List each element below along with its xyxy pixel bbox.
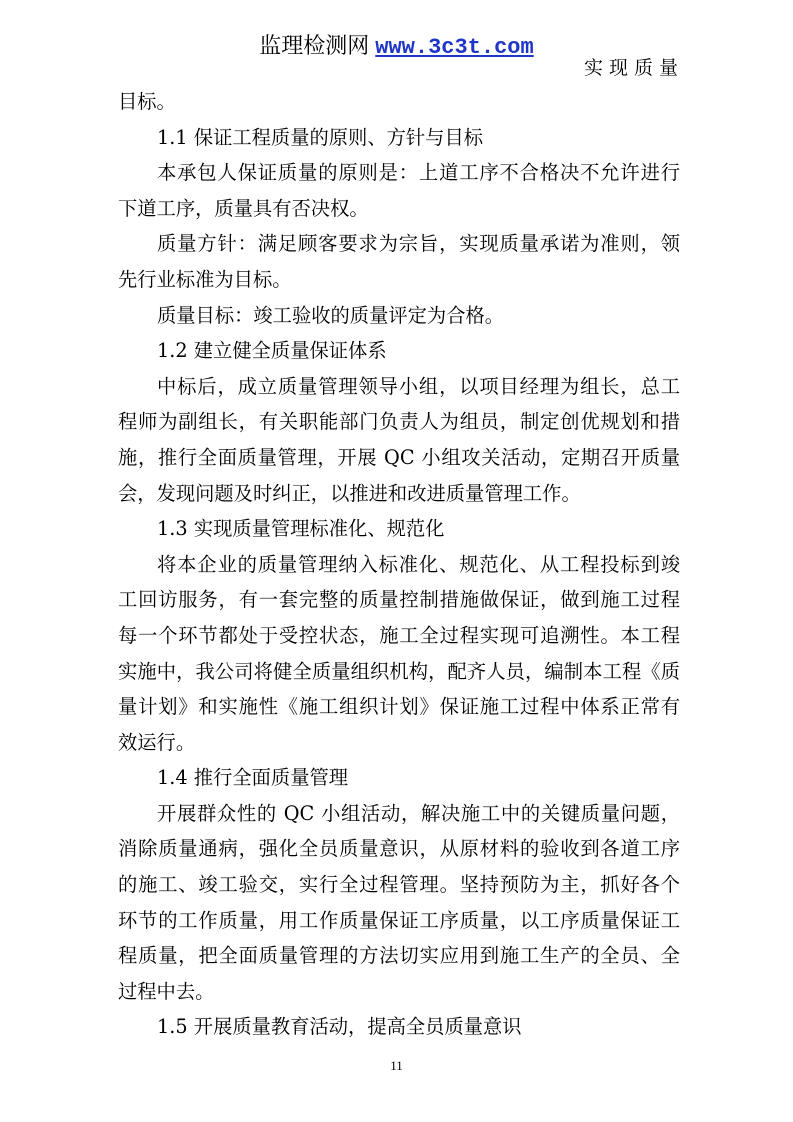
body-line: 效运行。 bbox=[118, 730, 196, 754]
section-heading: 1.5 开展质量教育活动，提高全员质量意识 bbox=[157, 1015, 522, 1039]
body-text bbox=[118, 84, 680, 1045]
body-line: 中标后，成立质量管理领导小组，以项目经理为组长，总工 bbox=[157, 374, 680, 398]
body-line: 先行业标准为目标。 bbox=[118, 267, 292, 291]
body-line: 本承包人保证质量的原则是：上道工序不合格决不允许进行 bbox=[157, 161, 680, 185]
section-heading: 1.1 保证工程质量的原则、方针与目标 bbox=[157, 125, 484, 149]
body-line: 下道工序，质量具有否决权。 bbox=[118, 196, 369, 220]
body-line: 的施工、竣工验交，实行全过程管理。坚持预防为主，抓好各个 bbox=[118, 873, 680, 897]
body-line: 程质量，把全面质量管理的方法切实应用到施工生产的全员、全 bbox=[118, 944, 680, 968]
body-line: 工回访服务，有一套完整的质量控制措施做保证，做到施工过程 bbox=[118, 588, 680, 612]
body-line: 目标。 bbox=[118, 90, 176, 113]
section-heading: 1.4 推行全面质量管理 bbox=[157, 766, 349, 790]
body-line: 过程中去。 bbox=[118, 979, 215, 1003]
body-line: 实施中，我公司将健全质量组织机构，配齐人员，编制本工程《质 bbox=[118, 659, 680, 683]
body-line: 会，发现问题及时纠正，以推进和改进质量管理工作。 bbox=[118, 481, 581, 505]
site-name: 监理检测网 bbox=[259, 34, 370, 59]
body-line: 量计划》和实施性《施工组织计划》保证施工过程中体系正常有 bbox=[118, 695, 680, 719]
body-line: 消除质量通病，强化全员质量意识，从原材料的验收到各道工序 bbox=[118, 837, 680, 861]
body-line: 环节的工作质量，用工作质量保证工序质量，以工序质量保证工 bbox=[118, 908, 680, 932]
body-line: 开展群众性的 QC 小组活动，解决施工中的关键质量问题， bbox=[157, 801, 680, 825]
body-line: 施，推行全面质量管理，开展 QC 小组攻关活动，定期召开质量 bbox=[118, 445, 680, 469]
body-line: 质量方针：满足顾客要求为宗旨，实现质量承诺为准则，领 bbox=[157, 232, 680, 256]
site-url-link[interactable]: www.3c3t.com bbox=[375, 35, 534, 60]
body-line: 质量目标：竣工验收的质量评定为合格。 bbox=[157, 303, 505, 327]
body-line: 每一个环节都处于受控状态，施工全过程实现可追溯性。本工程 bbox=[118, 623, 680, 647]
body-line: 将本企业的质量管理纳入标准化、规范化、从工程投标到竣 bbox=[157, 552, 680, 576]
section-heading: 1.2 建立健全质量保证体系 bbox=[157, 339, 387, 363]
body-line: 程师为副组长，有关职能部门负责人为组员，制定创优规划和措 bbox=[118, 410, 680, 434]
page-number: 11 bbox=[390, 1058, 403, 1073]
running-title: 实现质量 bbox=[584, 57, 685, 79]
section-heading: 1.3 实现质量管理标准化、规范化 bbox=[157, 517, 445, 541]
